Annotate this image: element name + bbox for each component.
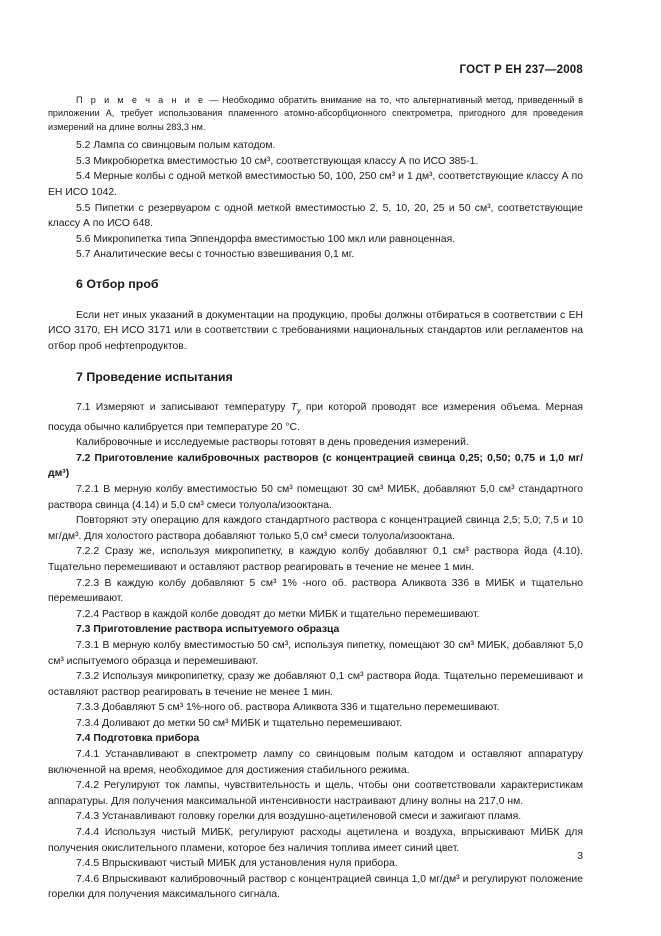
note-label: П р и м е ч а н и е bbox=[76, 95, 206, 105]
subsection-7-3-title: 7.3 Приготовление раствора испытуемого образца bbox=[76, 624, 340, 636]
section-6-text: Если нет иных указаний в документации на продукцию, пробы должны отбираться в соответствии с ЕН ИСО 3170, ЕН ИСО 3171 или в соответствии с требованиями национальных стандартов или регламентов на отбор проб нефтепродуктов. bbox=[48, 309, 583, 352]
para-7-2-4: 7.2.4 Раствор в каждой колбе доводят до метки МИБК и тщательно перемешивают. bbox=[76, 608, 480, 620]
subsection-7-4-title: 7.4 Подготовка прибора bbox=[76, 733, 200, 745]
page-content bbox=[48, 94, 583, 903]
para-7-4-3: 7.4.3 Устанавливают головку горелки для воздушно-ацетиленовой смеси и зажигают пламя. bbox=[76, 811, 522, 823]
item-5-4: 5.4 Мерные колбы с одной меткой вместимостью 50, 100, 250 см³ и 1 дм³, соответствующие классу А по ЕН ИСО 1042. bbox=[48, 171, 583, 198]
para-7-4-2: 7.4.2 Регулируют ток лампы, чувствительность и щель, чтобы они соответствовали характеристикам аппаратуры. Для получения максимальной интенсивности настраивают длину волны на 217,0 нм. bbox=[48, 780, 583, 807]
item-5-2: 5.2 Лампа со свинцовым полым катодом. bbox=[76, 140, 276, 152]
para-7-4-5: 7.4.5 Впрыскивают чистый МИБК для установления нуля прибора. bbox=[76, 858, 398, 870]
para-7-2-2: 7.2.2 Сразу же, используя микропипетку, в каждую колбу добавляют 0,1 см³ раствора йода (4.10). Тщательно перемешивают и оставляют раствор реагировать в течение не менее 1 мин. bbox=[48, 546, 583, 573]
page-number: 3 bbox=[577, 851, 583, 862]
para-7-1-pre: 7.1 Измеряют и записывают температуру bbox=[76, 401, 291, 413]
para-7-1 bbox=[48, 400, 583, 435]
para-7-4-6: 7.4.6 Впрыскивают калибровочный раствор с концентрацией свинца 1,0 мг/дм³ и регулируют положение горелки для получения максимального сигнала. bbox=[48, 873, 583, 901]
section-7-title: 7 Проведение испытания bbox=[76, 370, 233, 385]
para-7-3-1: 7.3.1 В мерную колбу вместимостью 50 см³, используя пипетку, помещают 30 см³ МИБК, добавляют 5,0 см³ испытуемого образца и перемешивают. bbox=[48, 639, 583, 667]
para-7-4-1: 7.4.1 Устанавливают в спектрометр лампу со свинцовым полым катодом и оставляют аппаратуру включенной на время, необходимое для достижения стабильного режима. bbox=[48, 749, 583, 776]
note-text: — Необходимо обратить внимание на то, что альтернативный метод, приведенный в приложении А, требует использования пламенного атомно-абсорбционного спектрометра, пригодного для проведения измерений на длине волны 283,3 нм. bbox=[48, 95, 583, 132]
item-5-6: 5.6 Микропипетка типа Эппендорфа вместимостью 100 мкл или равноценная. bbox=[76, 233, 456, 245]
section-6-title: 6 Отбор проб bbox=[76, 276, 159, 291]
subsection-7-2-title: 7.2 Приготовление калибровочных растворов (с концентрацией свинца 0,25; 0,50; 0,75 и 1,0 мг/дм³) bbox=[48, 452, 583, 480]
para-7-1-post: при которой проводят все измерения объема. Мерная посуда обычно калибруется при температуре 20 °С. bbox=[48, 401, 583, 433]
para-7-2-1: 7.2.1 В мерную колбу вместимостью 50 см³ помещают 30 см³ МИБК, добавляют 5,0 см³ стандартного раствора свинца (4.14) и 5,0 см³ смеси толуола/изооктана. bbox=[48, 483, 583, 511]
temperature-symbol: $T_y$ bbox=[290, 401, 301, 416]
item-5-3: 5.3 Микробюретка вместимостью 10 см³, соответствующая классу А по ИСО 385-1. bbox=[76, 155, 479, 167]
para-7-3-3: 7.3.3 Добавляют 5 см³ 1%-ного об. раствора Аликвота 336 и тщательно перемешивают. bbox=[76, 702, 500, 714]
document-header-id: ГОСТ Р ЕН 237—2008 bbox=[459, 64, 583, 76]
para-7-1-b: Калибровочные и исследуемые растворы готовят в день проведения измерений. bbox=[76, 437, 469, 449]
para-7-4-4: 7.4.4 Используя чистый МИБК, регулируют расходы ацетилена и воздуха, впрыскивают МИБК для получения окислительного пламени, которое без наличия топлива имеет синий цвет. bbox=[48, 827, 583, 854]
para-7-2-3: 7.2.3 В каждую колбу добавляют 5 см³ 1% -ного об. раствора Аликвота 336 в МИБК и тщательно перемешивают. bbox=[48, 577, 583, 605]
para-7-3-4: 7.3.4 Доливают до метки 50 см³ МИБК и тщательно перемешивают. bbox=[76, 717, 403, 729]
note-paragraph bbox=[48, 94, 583, 134]
para-7-3-2: 7.3.2 Используя микропипетку, сразу же добавляют 0,1 см³ раствора йода. Тщательно перемешивают и оставляют раствор реагировать в течение не менее 1 мин. bbox=[48, 671, 583, 698]
item-5-5: 5.5 Пипетки с резервуаром с одной меткой вместимостью 2, 5, 10, 20, 25 и 50 см³, соответствующие классу А по ИСО 648. bbox=[48, 202, 583, 230]
item-5-7: 5.7 Аналитические весы с точностью взвешивания 0,1 мг. bbox=[76, 249, 355, 261]
para-7-2-1-b: Повторяют эту операцию для каждого стандартного раствора с концентрацией свинца 2,5; 5,0; 7,5 и 10 мг/дм³. Для холостого раствора добавляют только 5,0 см³ смеси толуола/изооктана. bbox=[48, 515, 583, 542]
